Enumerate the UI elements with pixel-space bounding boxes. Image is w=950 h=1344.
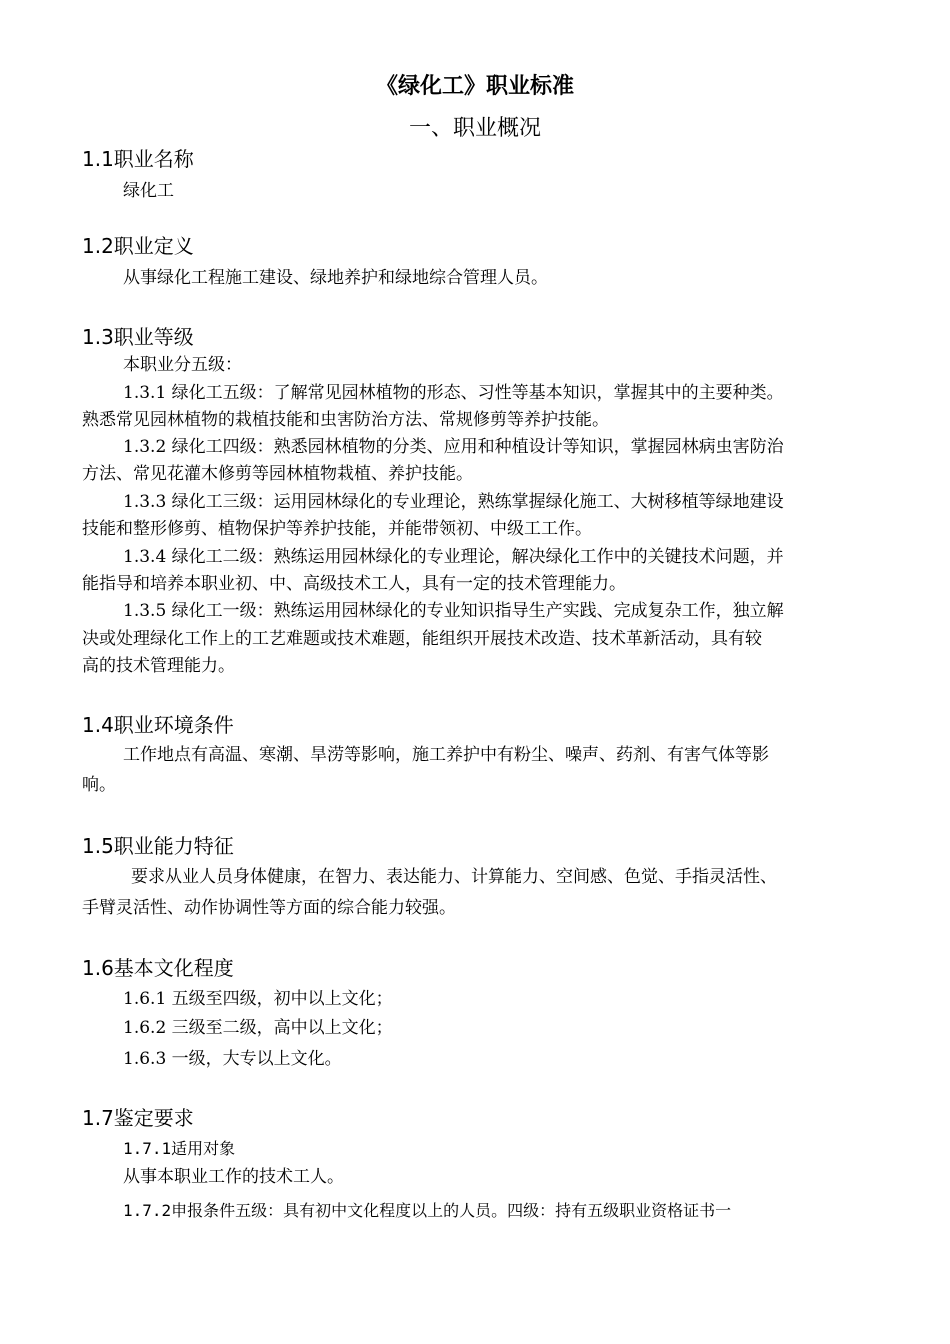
document-title: 《绿化工》职业标准 bbox=[375, 74, 574, 99]
list-item-1-6-1: 1.6.1 五级至四级，初中以上文化； bbox=[123, 989, 393, 1009]
level-1-3-1-line-1: 1.3.1 绿化工五级：了解常见园林植物的形态、习性等基本知识，掌握其中的主要种类。 bbox=[123, 383, 784, 403]
heading-1-2: 1.2职业定义 bbox=[82, 234, 194, 258]
level-1-3-5-line-2: 决或处理绿化工作上的工艺难题或技术难题，能组织开展技术改造、技术革新活动，具有较 bbox=[82, 629, 762, 649]
paragraph-1-7-1: 从事本职业工作的技术工人。 bbox=[123, 1167, 344, 1187]
level-1-3-4-line-2: 能指导和培养本职业初、中、高级技术工人，具有一定的技术管理能力。 bbox=[82, 574, 626, 594]
list-item-1-6-3: 1.6.3 一级，大专以上文化。 bbox=[123, 1049, 342, 1069]
section-title: 一、职业概况 bbox=[408, 116, 541, 141]
paragraph-1-4-line-1: 工作地点有高温、寒潮、旱涝等影响，施工养护中有粉尘、噪声、药剂、有害气体等影 bbox=[123, 745, 769, 765]
paragraph-1-2: 从事绿化工程施工建设、绿地养护和绿地综合管理人员。 bbox=[123, 268, 548, 288]
level-1-3-3-line-1: 1.3.3 绿化工三级：运用园林绿化的专业理论，熟练掌握绿化施工、大树移植等绿地建设 bbox=[123, 492, 784, 512]
level-1-3-2-line-1: 1.3.2 绿化工四级：熟悉园林植物的分类、应用和种植设计等知识，掌握园林病虫害防治 bbox=[123, 437, 784, 457]
paragraph-1-3-intro: 本职业分五级： bbox=[123, 355, 242, 375]
paragraph-1-1: 绿化工 bbox=[123, 181, 174, 201]
subheading-1-7-1: 1.7.1适用对象 bbox=[123, 1139, 236, 1158]
heading-1-5: 1.5职业能力特征 bbox=[82, 834, 234, 858]
level-1-3-1-line-2: 熟悉常见园林植物的栽植技能和虫害防治方法、常规修剪等养护技能。 bbox=[82, 410, 609, 430]
level-1-3-2-line-2: 方法、常见花灌木修剪等园林植物栽植、养护技能。 bbox=[82, 464, 473, 484]
paragraph-1-5-line-1: 要求从业人员身体健康，在智力、表达能力、计算能力、空间感、色觉、手指灵活性、 bbox=[131, 867, 777, 887]
heading-1-4: 1.4职业环境条件 bbox=[82, 713, 234, 737]
heading-1-1: 1.1职业名称 bbox=[82, 147, 194, 171]
list-item-1-6-2: 1.6.2 三级至二级，高中以上文化； bbox=[123, 1018, 393, 1038]
heading-1-6: 1.6基本文化程度 bbox=[82, 956, 234, 980]
paragraph-1-4-line-2: 响。 bbox=[82, 775, 116, 795]
paragraph-1-7-2: 1.7.2申报条件五级：具有初中文化程度以上的人员。四级：持有五级职业资格证书一 bbox=[123, 1201, 732, 1220]
heading-1-7: 1.7鉴定要求 bbox=[82, 1106, 194, 1130]
level-1-3-5-line-3: 高的技术管理能力。 bbox=[82, 656, 235, 676]
heading-1-3: 1.3职业等级 bbox=[82, 325, 194, 349]
paragraph-1-5-line-2: 手臂灵活性、动作协调性等方面的综合能力较强。 bbox=[82, 898, 456, 918]
level-1-3-4-line-1: 1.3.4 绿化工二级：熟练运用园林绿化的专业理论，解决绿化工作中的关键技术问题，并 bbox=[123, 547, 784, 567]
level-1-3-5-line-1: 1.3.5 绿化工一级：熟练运用园林绿化的专业知识指导生产实践、完成复杂工作，独立解 bbox=[123, 601, 784, 621]
level-1-3-3-line-2: 技能和整形修剪、植物保护等养护技能，并能带领初、中级工工作。 bbox=[82, 519, 592, 539]
